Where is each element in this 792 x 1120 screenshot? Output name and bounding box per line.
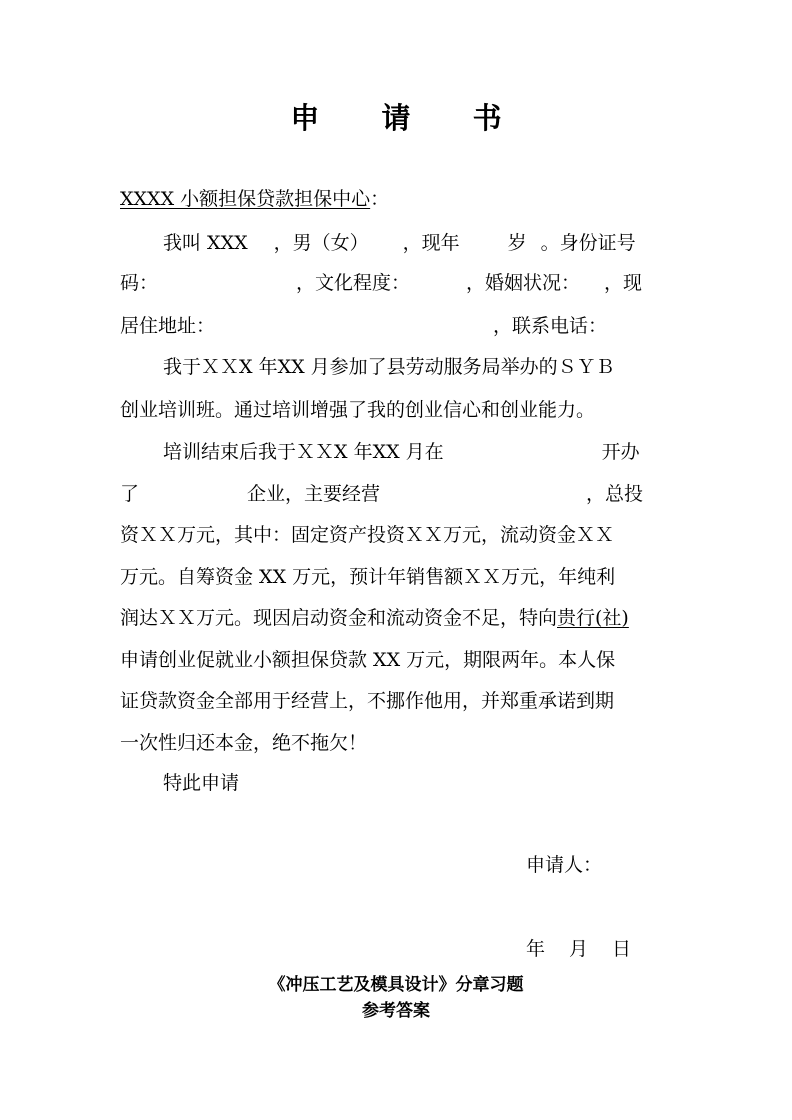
p1-name-text: 我叫 XXX <box>163 232 248 254</box>
p1-current-text: ，现 <box>604 272 643 294</box>
p3-line2 <box>120 479 643 509</box>
date-month: 月 <box>569 938 589 960</box>
p1-line1 <box>163 228 636 258</box>
closing-text: 特此申请 <box>163 772 240 794</box>
p3-line7: 证贷款资金全部用于经营上，不挪作他用，并郑重承诺到期 <box>120 690 615 712</box>
footer-subtitle: 参考答案 <box>362 1001 430 1021</box>
p3-line6: 申请创业促就业小额担保贷款 XX 万元，期限两年。本人保 <box>120 649 616 671</box>
addressee-line <box>120 184 389 214</box>
p1-line3 <box>120 311 607 341</box>
p1-gender-text: ，男（女） <box>273 232 369 254</box>
p2-line2: 创业培训班。通过培训增强了我的创业信心和创业能力。 <box>120 399 596 421</box>
p1-line2 <box>120 268 642 298</box>
footer-title: 《冲压工艺及模具设计》分章习题 <box>268 975 524 995</box>
p3-total-text: ，总投 <box>586 483 644 505</box>
page-title: 申 请 书 <box>290 101 528 135</box>
p3-line5 <box>120 603 629 633</box>
date-year: 年 <box>526 938 546 960</box>
date-day: 日 <box>612 938 632 960</box>
p2-line1: 我于ＸＸX 年XX 月参加了县劳动服务局举办的ＳＹＢ <box>163 356 615 378</box>
p3-line3: 资ＸＸ万元，其中：固定资产投资ＸＸ万元，流动资金ＸＸ <box>120 524 615 546</box>
applicant-label: 申请人： <box>526 854 603 876</box>
p3-reason-text: 润达ＸＸ万元。现因启动资金和流动资金不足，特向 <box>120 607 558 629</box>
p1-phone-label: ，联系电话： <box>493 315 608 337</box>
p3-line4: 万元。自筹资金 XX 万元，预计年销售额ＸＸ万元，年纯利 <box>120 566 616 588</box>
p3-le-text: 了 <box>120 483 140 505</box>
p1-marital-label: ，婚姻状况： <box>466 272 581 294</box>
p1-id-label: 码： <box>120 272 159 294</box>
p3-bank-text: 贵行(社) <box>557 607 629 629</box>
p3-open-text: 开办 <box>601 441 640 463</box>
p1-age-unit: 岁 <box>507 232 527 254</box>
p1-education-label: ，文化程度： <box>296 272 411 294</box>
p1-address-label: 居住地址： <box>120 315 216 337</box>
p3-business-text: 企业，主要经营 <box>247 483 381 505</box>
addressee-name: XXXX 小额担保贷款担保中心 <box>120 188 371 210</box>
p1-id-text: 。身份证号 <box>540 232 636 254</box>
p3-start-text: 培训结束后我于ＸＸX 年XX 月在 <box>163 441 444 463</box>
p3-line1 <box>163 437 640 467</box>
date-line <box>526 934 631 964</box>
addressee-colon: ： <box>370 188 390 210</box>
p1-age-text: ，现年 <box>402 232 460 254</box>
p3-line8: 一次性归还本金，绝不拖欠！ <box>120 732 368 754</box>
